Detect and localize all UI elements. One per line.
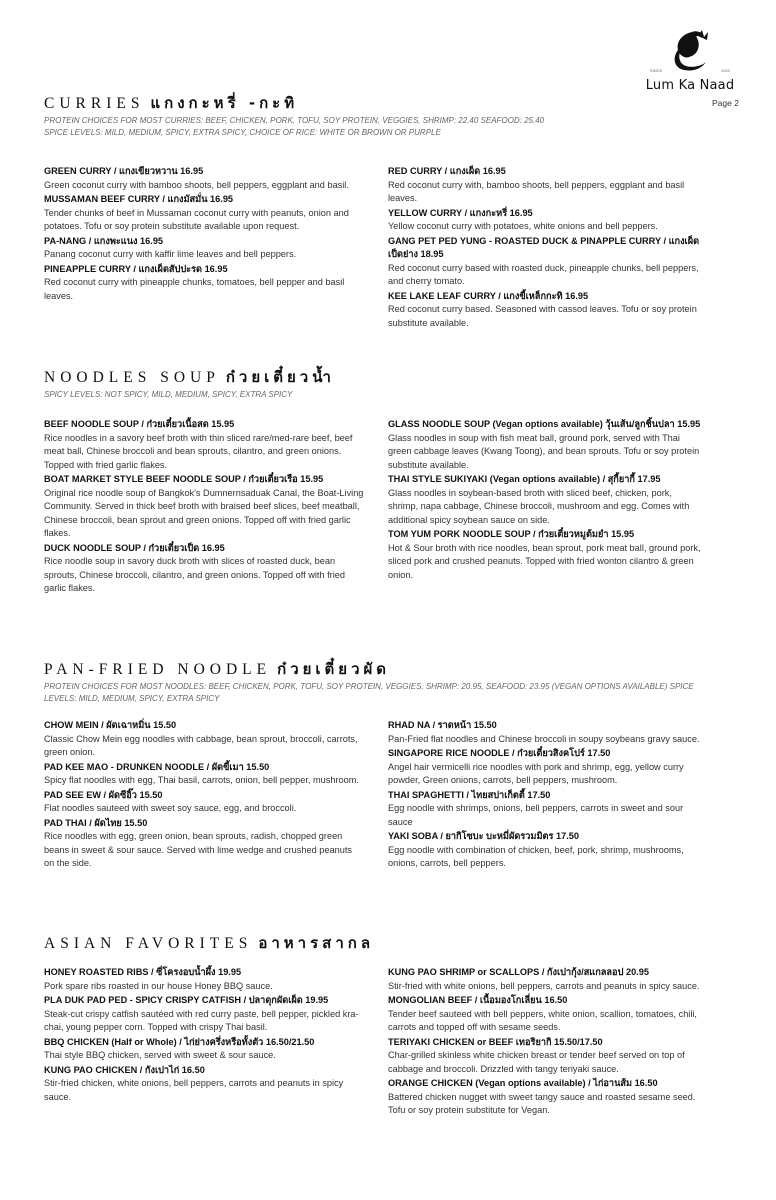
menu-item-name: DUCK NOODLE SOUP / ก๋วยเตี๋ยวเป็ด 16.95 [44,542,225,553]
menu-column-right [388,165,704,331]
menu-item-name: PAD THAI / ผัดไทย 15.50 [44,817,148,828]
menu-item-name: THAI SPAGHETTI / ไทยสปาเก็ตตี้ 17.50 [388,789,551,800]
menu-item-description: Glass noodles in soup with fish meat ball, ground pork, served with Thai green cabbage leaves (Kwang Toong), and bean sprouts. Tofu or soy protein substitute available. [388,432,700,470]
section-title [44,368,734,387]
menu-item-name: PA-NANG / แกงพะแนง 16.95 [44,235,164,246]
menu-item-description: Rice noodle soup in savory duck broth with slices of roasted duck, bean sprouts, Chinese broccoli, cilantro, and green onions. Topped off with fried garlic flakes. [44,556,345,593]
menu-item-name: SINGAPORE RICE NOODLE / ก๋วยเตี๋ยวสิงคโปร์ 17.50 [388,748,611,758]
menu-item-description: Panang coconut curry with kaffir lime leaves and bell peppers. [44,249,297,259]
menu-item-name: GANG PET PED YUNG - ROASTED DUCK & PINAPPLE CURRY / แกงเผ็ดเป็ดย่าง 18.95 [388,235,700,259]
page-number: Page 2 [712,98,739,108]
menu-item-name: BOAT MARKET STYLE BEEF NOODLE SOUP / ก๋วยเตี๋ยวเรือ 15.95 [44,474,324,484]
section-title [44,94,734,113]
menu-item-description: Green coconut curry with bamboo shoots, bell peppers, eggplant and basil. [44,179,349,190]
menu-column-left [44,966,364,1105]
logo-since-text: SINCE [650,68,663,73]
menu-item-description: Red coconut curry with pineapple chunks, tomatoes, bell pepper and basil leaves. [44,277,345,301]
menu-column-left [44,418,364,597]
menu-item-description: Red coconut curry based with roasted duck, pineapple chunks, bell peppers, and cherry tomato. [388,262,699,286]
menu-item-name: GLASS NOODLE SOUP (Vegan options available) วุ้นเส้น/ลูกชิ้นปลา 15.95 [388,419,701,429]
menu-item-name: RED CURRY / แกงเผ็ด 16.95 [388,166,506,176]
section-title-en: NOODLES SOUP [44,369,220,386]
section-note: SPICY LEVELS: NOT SPICY, MILD, MEDIUM, SPICY, EXTRA SPICY [44,390,293,399]
section-curries [44,94,734,328]
menu-item-description: Stir-fried chicken, white onions, bell peppers, carrots and peanuts in spicy sauce. [44,1078,344,1102]
menu-item-description: Rice noodles in a savory beef broth with thin sliced rare/med-rare beef, beef meat ball, Chinese broccoli and bean sprouts, cilantro, and green onions. Topped with fried garlic flakes. [44,432,353,470]
menu-item-name: GREEN CURRY / แกงเขียวหวาน 16.95 [44,166,204,176]
section-noodles-soup [44,368,734,593]
section-note: PROTEIN CHOICES FOR MOST CURRIES: BEEF, CHICKEN, PORK, TOFU, SOY PROTEIN, VEGGIES, SHRIMP: 22.40 SEAFOOD: 25.40 [44,116,545,125]
menu-item-name: BBQ CHICKEN (Half or Whole) / ไก่ย่างครึ่งหรือทั้งตัว 16.50/21.50 [44,1036,315,1047]
menu-item-description: Flat noodles sauteed with sweet soy sauce, egg, and broccoli. [44,803,297,813]
menu-item-name: PLA DUK PAD PED - SPICY CRISPY CATFISH / ปลาดุกผัดเผ็ด 19.95 [44,995,329,1005]
menu-item-description: Egg noodle with combination of chicken, beef, pork, shrimp, mushrooms, onions, carrots, bell peppers. [388,844,684,868]
menu-item-description: Thai style BBQ chicken, served with sweet & sour sauce. [44,1050,276,1060]
menu-item-name: TOM YUM PORK NOODLE SOUP / ก๋วยเตี๋ยวหมูต้มยำ 15.95 [388,529,635,539]
menu-column-right [388,719,704,872]
menu-item-description: Battered chicken nugget with sweet tangy sauce and roasted sesame seed. Tofu or soy protein substitute for Vegan. [388,1091,696,1115]
section-title [44,660,734,679]
menu-item-description: Glass noodles in soybean-based broth with sliced beef, chicken, pork, shrimp, napa cabbage, Chinese broccoli, mushroom and egg. Comes with additional spicy soybean sauce on side. [388,487,690,525]
menu-item-description: Classic Chow Mein egg noodles with cabbage, bean sprout, broccoli, carrots, green onion. [44,733,358,757]
menu-item-description: Yellow coconut curry with potatoes, white onions and bell peppers. [388,221,658,231]
menu-item-name: PAD SEE EW / ผัดซีอิ๊ว 15.50 [44,789,163,800]
logo-year-text: 2004 [721,68,730,73]
section-title-thai: อาหารสากล [258,934,375,952]
menu-item-name: PINEAPPLE CURRY / แกงเผ็ดสัปปะรด 16.95 [44,263,228,274]
menu-item-name: HONEY ROASTED RIBS / ซี่โครงอบน้ำผึ้ง 19.95 [44,967,242,977]
menu-item-description: Angel hair vermicelli rice noodles with pork and shrimp, egg, yellow curry powder, Green onions, carrots, bell peppers, mushroom. [388,761,684,785]
menu-column-left [44,719,364,872]
menu-item-name: THAI STYLE SUKIYAKI (Vegan options available) / สุกี้ยากี้ 17.95 [388,474,661,484]
menu-item-description: Steak-cut crispy catfish sautéed with red curry paste, bell pepper, pickled kra-chai, young pepper corn. Topped with crispy Thai basil. [44,1008,359,1032]
menu-item-name: KUNG PAO CHICKEN / กังเปาไก่ 16.50 [44,1064,205,1075]
brand-name: Lum Ka Naad [645,78,735,93]
menu-item-name: RHAD NA / ราดหน้า 15.50 [388,720,497,730]
section-note: SPICE LEVELS: MILD, MEDIUM, SPICY, EXTRA SPICY, CHOICE OF RICE: WHITE OR BROWN OR PURPLE [44,127,441,137]
menu-item-name: YELLOW CURRY / แกงกะหรี่ 16.95 [388,207,533,218]
menu-column-right [388,418,704,583]
menu-item-name: CHOW MEIN / ผัดเฉาหมิ่น 15.50 [44,720,177,730]
menu-item-description: Red coconut curry with, bamboo shoots, bell peppers, eggplant and basil leaves. [388,179,685,203]
section-title-en: ASIAN FAVORITES [44,935,253,952]
menu-item-description: Hot & Sour broth with rice noodles, bean sprout, pork meat ball, ground pork, sliced pork and crushed peanuts. Topped with fried wonton cilantro & green onion. [388,542,701,580]
menu-item-name: ORANGE CHICKEN (Vegan options available) / ไก่อานส้ม 16.50 [388,1078,658,1088]
menu-item-name: MONGOLIAN BEEF / เนื้อมองโกเลี่ยน 16.50 [388,995,568,1005]
menu-item-description: Tender beef sauteed with bell peppers, white onion, scallion, tomatoes, chili, carrots and topped off with sesame seeds. [388,1008,697,1032]
menu-item-description: Char-grilled skinless white chicken breast or tender beef served on top of cabbage and broccoli. Drizzled with tangy teriyaki sauce. [388,1050,685,1074]
brand-logo [630,28,750,93]
menu-item-description: Spicy flat noodles with egg, Thai basil, carrots, onion, bell pepper, mushroom. [44,775,359,785]
menu-item-name: KUNG PAO SHRIMP or SCALLOPS / กังเปากุ้ง/สแกลลอป 20.95 [388,967,649,977]
menu-item-description: Stir-fried with white onions, bell peppers, carrots and peanuts in spicy sauce. [388,980,700,991]
menu-item-name: PAD KEE MAO - DRUNKEN NOODLE / ผัดขี้เมา 15.50 [44,761,270,772]
section-title-thai: แกงกะหรี่ -กะทิ [150,94,299,112]
menu-column-right [388,966,704,1119]
section-title-thai: ก๋วยเตี๋ยวผัด [277,660,391,678]
menu-item-description: Tender chunks of beef in Mussaman coconut curry with peanuts, onion and potatoes. Tofu or soy protein substitute available upon request. [44,207,349,231]
menu-item-name: KEE LAKE LEAF CURRY / แกงขี้เหล็กกะทิ 16.95 [388,290,589,301]
menu-item-description: Egg noodle with shrimps, onions, bell peppers, carrots in sweet and sour sauce [388,803,684,827]
section-title-thai: ก๋วยเตี๋ยวน้ำ [225,368,335,386]
section-title-en: PAN-FRIED NOODLE [44,661,272,678]
menu-item-description: Original rice noodle soup of Bangkok's Dumnernsaduak Canal, the Boat-Living Community. Served in thick beef broth with braised beef slices, beef meatball, Chinese broccoli, bean sprout and green onions. Topped off with fried garlic flakes. [44,487,364,538]
menu-item-description: Rice noodles with egg, green onion, bean sprouts, radish, chopped green beans in sweet & sour sauce. Served with lime wedge and crushed peanuts on the side. [44,831,352,868]
menu-item-name: MUSSAMAN BEEF CURRY / แกงมัสมั่น 16.95 [44,194,234,204]
section-pan-fried-noodle [44,660,734,868]
section-title [44,934,734,953]
menu-item-name: TERIYAKI CHICKEN or BEEF เทอริยากิ 15.50/17.50 [388,1036,603,1047]
naga-emblem-icon [662,28,718,76]
menu-item-description: Pan-Fried flat noodles and Chinese broccoli in soupy soybeans gravy sauce. [388,733,700,744]
section-note: PROTEIN CHOICES FOR MOST NOODLES: BEEF, CHICKEN, PORK, TOFU, SOY PROTEIN, VEGGIES, SHRIMP: 20.95, SEAFOOD: 23.95 (VEGAN OPTIONS AVAILABLE) SPICE LEVELS: MILD, MEDIUM, SPICY, EXTRA SPICY [44,682,694,703]
menu-item-name: BEEF NOODLE SOUP / ก๋วยเตี๋ยวเนื้อสด 15.95 [44,419,235,429]
section-title-en: CURRIES [44,95,145,112]
menu-item-description: Pork spare ribs roasted in our house Honey BBQ sauce. [44,980,273,991]
section-asian-favorites [44,934,734,1115]
menu-column-left [44,165,364,304]
menu-item-name: YAKI SOBA / ยากิโซบะ บะหมี่ผัดรวมมิตร 17.50 [388,831,579,841]
menu-item-description: Red coconut curry based. Seasoned with cassod leaves. Tofu or soy protein substitute available. [388,304,697,328]
